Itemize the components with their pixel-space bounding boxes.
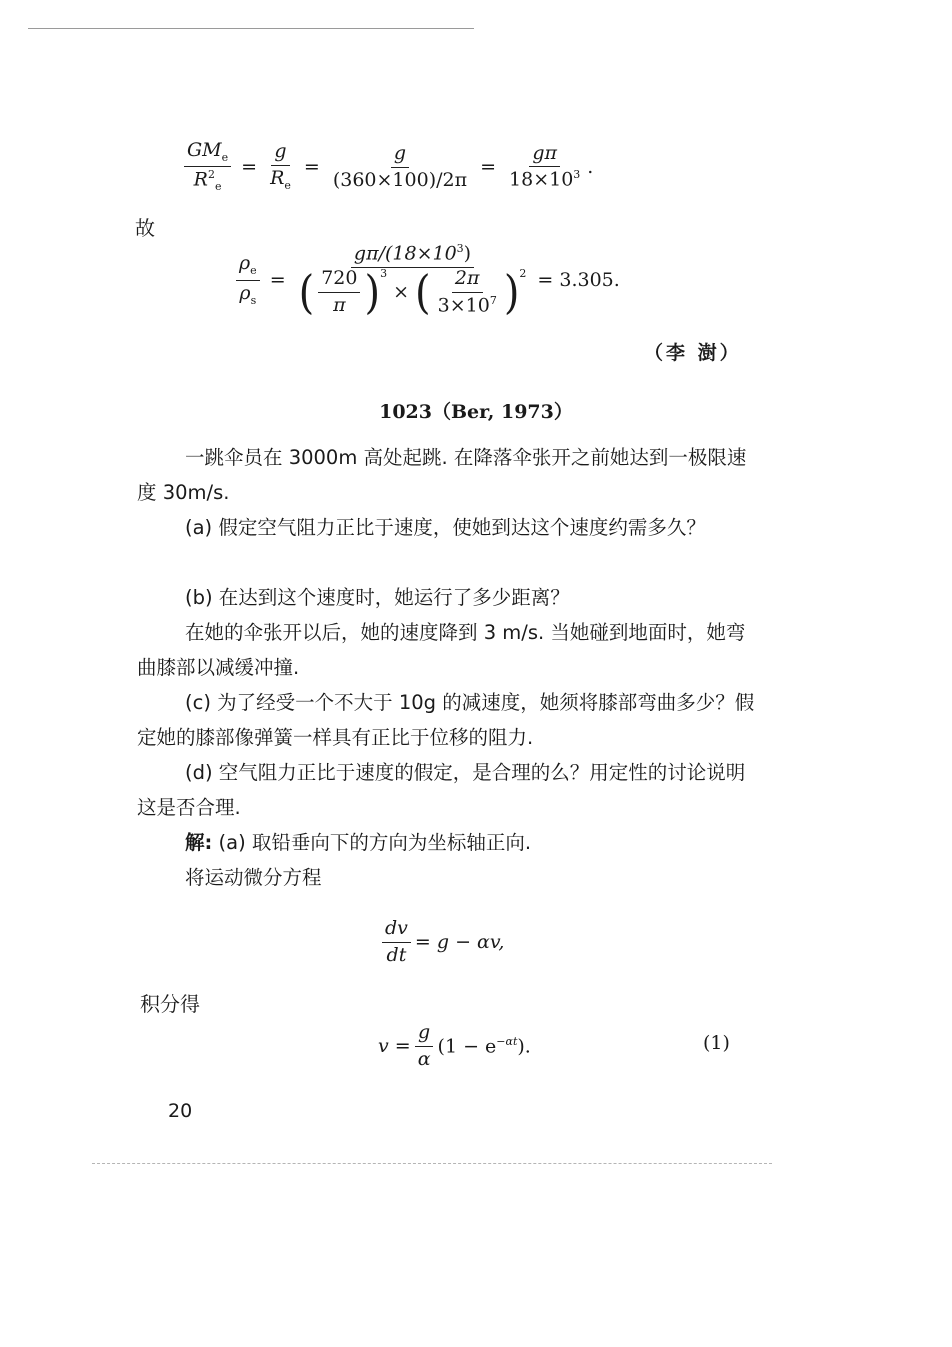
frac-num: 720 [318, 268, 360, 293]
frac-num: g [415, 1022, 433, 1047]
fraction-720-pi [318, 268, 360, 317]
paragraph-solution [137, 825, 757, 860]
frac-den: 18×10 [509, 168, 574, 191]
frac-den: R [193, 168, 208, 191]
equation-density-ratio [232, 242, 620, 320]
frac-den: α [417, 1047, 431, 1070]
paragraph: (b) 在达到这个速度时，她运行了多少距离？ [185, 586, 570, 609]
equation-rhs: (1 − e [437, 1035, 497, 1058]
sub: e [214, 180, 222, 194]
equals-sign: = [241, 156, 258, 179]
sup: 3 [573, 168, 581, 182]
fraction-dv-dt [382, 918, 411, 967]
fraction-gpi-18 [506, 143, 583, 192]
frac-num: g [391, 143, 409, 168]
sup: −αt [496, 1035, 518, 1049]
frac-den: 3×10 [437, 294, 490, 317]
equation-lhs: v = [378, 1035, 411, 1058]
frac-num: GM [187, 139, 222, 161]
author: （李 澍） [644, 342, 742, 364]
problem-heading: 1023（Ber, 1973） [379, 401, 573, 423]
paragraph: (d) 空气阻力正比于速度的假定，是合理的么？用定性的讨论说明这是否合理. [137, 761, 746, 819]
top-rule [28, 28, 474, 29]
sub: s [250, 293, 257, 307]
frac-den: (360×100)/2π [332, 168, 468, 191]
result: = 3.305. [537, 269, 620, 292]
equation-rhs: = g − αv, [414, 931, 505, 954]
equals-sign: = [269, 269, 286, 292]
label-jifen: 积分得 [140, 992, 200, 1016]
fraction-g-r [267, 141, 294, 192]
paragraph: 将运动微分方程 [185, 866, 322, 889]
sub: e [284, 179, 291, 193]
equation-differential [378, 918, 504, 967]
fraction-big [296, 242, 530, 320]
fraction-rho [236, 253, 260, 307]
paragraph: (c) 为了经受一个不大于 10g 的减速度，她须将膝部弯曲多少？假定她的膝部像弹簧一样具有正比于位移的阻力. [137, 691, 755, 749]
paren-close: ). [517, 1035, 531, 1058]
sup: 3 [380, 267, 388, 281]
frac-den: dt [386, 943, 407, 966]
equation-number: (1) [703, 1032, 730, 1054]
sub: e [221, 150, 229, 164]
sup: 2 [207, 168, 215, 182]
label-gu: 故 [135, 216, 155, 240]
equals-sign: = [303, 156, 320, 179]
sub: e [250, 263, 257, 277]
sup: 3 [456, 242, 464, 255]
equals-sign: = [480, 156, 497, 179]
solution-text: (a) 取铅垂向下的方向为坐标轴正向. [218, 831, 532, 854]
paragraph: 在她的伞张开以后，她的速度降到 3 m/s. 当她碰到地面时，她弯曲膝部以减缓冲撞. [137, 621, 746, 679]
fraction-g-alpha [415, 1022, 434, 1071]
page-number: 20 [168, 1100, 193, 1122]
bottom-rule [92, 1163, 772, 1164]
frac-den: ρ [239, 281, 251, 304]
paragraph: 一跳伞员在 3000m 高处起跳. 在降落伞张开之前她达到一极限速度 30m/s. [137, 446, 747, 504]
frac-num: gπ [529, 143, 560, 168]
fraction-2pi [435, 268, 500, 317]
equation-velocity [378, 1022, 531, 1071]
right-paren: ) [364, 266, 381, 320]
fraction-gm-r2 [184, 140, 231, 194]
frac-num: 2π [452, 268, 483, 293]
frac-num: ρ [239, 252, 251, 275]
solution-label: 解: [185, 831, 213, 854]
sup: 7 [489, 294, 497, 308]
times-sign: × [393, 280, 410, 303]
frac-den: π [333, 294, 346, 317]
sup: 2 [519, 267, 527, 281]
frac-num: dv [382, 918, 411, 943]
frac-num: gπ/(18×10 [353, 242, 457, 265]
paren-close: ) [463, 242, 472, 265]
paragraph: (a) 假定空气阻力正比于速度，使她到达这个速度约需多久？ [185, 516, 706, 539]
left-paren: ( [415, 266, 431, 320]
equation-gravity [180, 140, 593, 194]
left-paren: ( [298, 266, 315, 320]
right-paren: ) [503, 266, 520, 320]
period: . [587, 156, 594, 179]
frac-den: R [270, 167, 285, 190]
fraction-g-360 [330, 143, 470, 192]
frac-num: g [271, 141, 289, 166]
